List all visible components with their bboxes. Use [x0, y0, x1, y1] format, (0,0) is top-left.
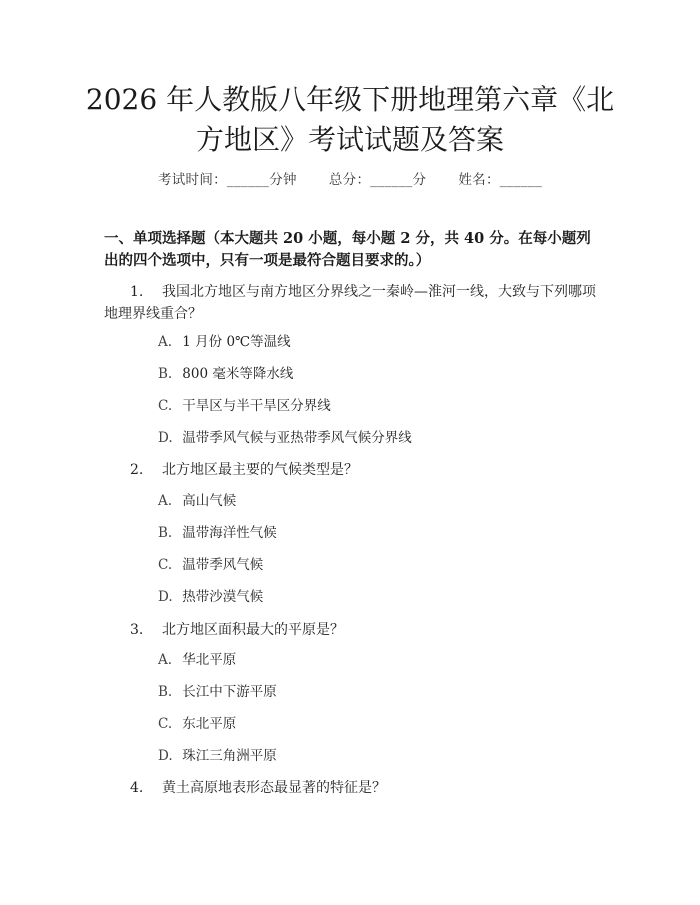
option-text: 珠江三角洲平原 — [182, 748, 277, 764]
option-letter: B. — [158, 684, 173, 700]
exam-info-line — [0, 168, 700, 188]
option-letter: D. — [158, 430, 173, 446]
option-text: 高山气候 — [182, 493, 237, 509]
question-2 — [104, 459, 604, 481]
option-text: 温带季风气候 — [182, 557, 264, 573]
exam-time-label: 考试时间：______分钟 — [157, 172, 297, 188]
question-number: 4. — [130, 780, 144, 796]
option-text: 干旱区与半干旱区分界线 — [182, 398, 331, 414]
question-number: 1. — [130, 284, 144, 300]
question-2-option-a — [158, 491, 236, 511]
option-letter: C. — [158, 398, 173, 414]
option-text: 华北平原 — [182, 652, 237, 668]
option-letter: A. — [158, 493, 173, 509]
question-text: 北方地区最主要的气候类型是？ — [162, 462, 358, 478]
option-letter: D. — [158, 748, 173, 764]
question-3-option-d — [158, 746, 277, 766]
option-letter: C. — [158, 716, 173, 732]
document-title: 2026 年人教版八年级下册地理第六章《北方地区》考试试题及答案 — [85, 83, 615, 156]
question-4 — [104, 777, 604, 799]
option-text: 温带海洋性气候 — [182, 525, 277, 541]
question-2-option-d — [158, 587, 263, 607]
total-score-label: 总分：______分 — [328, 172, 427, 188]
question-number: 3. — [130, 622, 144, 638]
section-heading: 一、单项选择题（本大题共 20 小题，每小题 2 分，共 40 分。在每小题列出的四个选项中，只有一项是最符合题目要求的。） — [104, 230, 591, 269]
option-letter: A. — [158, 334, 173, 350]
question-3-option-b — [158, 682, 277, 702]
option-text: 温带季风气候与亚热带季风气候分界线 — [182, 430, 412, 446]
question-3-option-a — [158, 650, 236, 670]
question-2-option-b — [158, 523, 277, 543]
question-text: 北方地区面积最大的平原是？ — [162, 622, 344, 638]
student-name-label: 姓名：______ — [458, 172, 543, 188]
question-1-option-c — [158, 396, 331, 416]
question-1-option-a — [158, 332, 291, 352]
question-2-option-c — [158, 555, 263, 575]
question-text: 我国北方地区与南方地区分界线之一秦岭—淮河一线，大致与下列哪项地理界线重合？ — [104, 284, 596, 322]
question-3-option-c — [158, 714, 236, 734]
option-text: 热带沙漠气候 — [182, 589, 264, 605]
option-letter: B. — [158, 525, 173, 541]
question-1 — [104, 281, 604, 325]
question-3 — [104, 619, 604, 641]
question-text: 黄土高原地表形态最显著的特征是？ — [162, 780, 386, 796]
option-letter: C. — [158, 557, 173, 573]
option-letter: D. — [158, 589, 173, 605]
option-text: 1 月份 0℃等温线 — [182, 334, 291, 350]
question-1-option-d — [158, 428, 412, 448]
question-number: 2. — [130, 462, 144, 478]
option-letter: B. — [158, 366, 173, 382]
option-letter: A. — [158, 652, 173, 668]
question-1-option-b — [158, 364, 293, 384]
option-text: 东北平原 — [182, 716, 237, 732]
option-text: 800 毫米等降水线 — [182, 366, 294, 382]
option-text: 长江中下游平原 — [182, 684, 277, 700]
